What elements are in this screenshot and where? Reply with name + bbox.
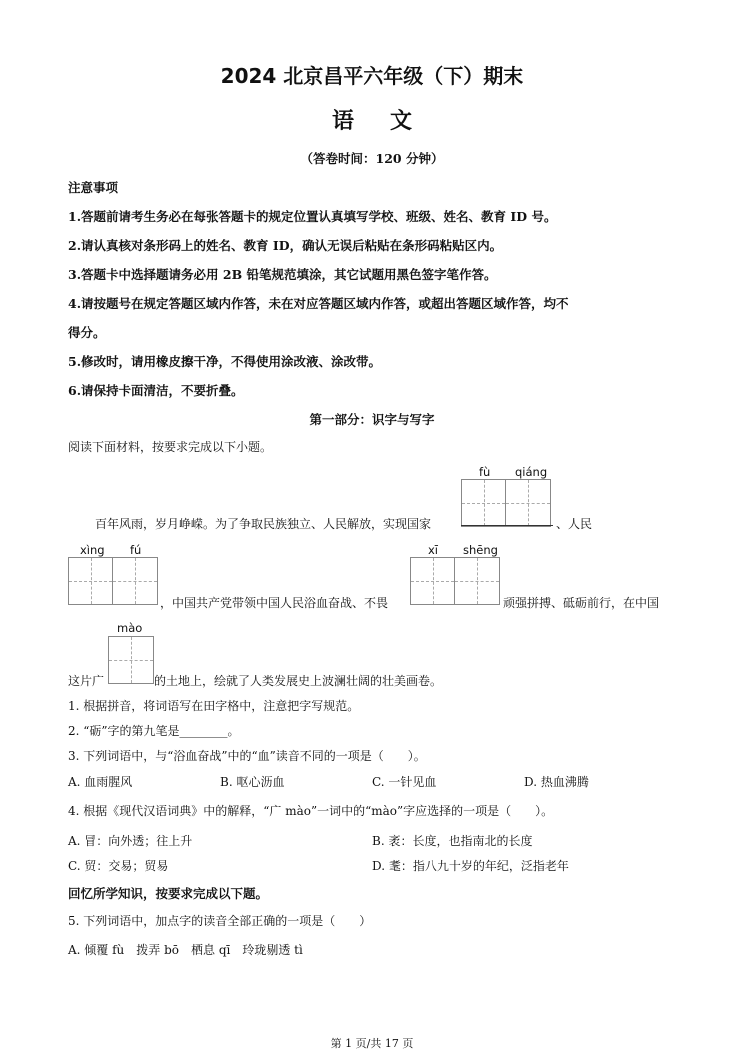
section2-heading: 回忆所学知识，按要求完成以下题。 — [68, 886, 269, 901]
passage-line: 顽强拼搏、砥砺前行，在中国 — [503, 596, 660, 610]
pinyin-xing: xìng — [80, 543, 105, 557]
pinyin-xi: xī — [428, 543, 439, 557]
question-5-stem: 5. 下列词语中，加点字的读音全部正确的一项是（ ） — [68, 914, 372, 928]
subject-title: 语文 — [331, 109, 448, 134]
q5-option-a[interactable]: A. 倾覆 fù 拨弄 bō 栖息 qī 玲珑剔透 tì — [68, 943, 303, 957]
tianzige-answer-2[interactable] — [68, 557, 158, 605]
note-item: 5.修改时，请用橡皮擦干净，不得使用涂改液、涂改带。 — [68, 354, 382, 369]
tianzige-answer-3[interactable] — [410, 557, 500, 605]
question-1: 1. 根据拼音，将词语写在田字格中，注意把字写规范。 — [68, 699, 360, 713]
pinyin-fu2: fú — [130, 543, 142, 557]
question-4-stem: 4. 根据《现代汉语词典》中的解释，“广 mào”一词中的“mào”字应选择的一项是（ ）。 — [68, 804, 554, 818]
passage-line: ，中国共产党带领中国人民浴血奋战、不畏 — [160, 596, 389, 610]
exam-title: 2024 北京昌平六年级（下）期末 — [220, 64, 524, 88]
q3-option-d[interactable]: D. 热血沸腾 — [524, 775, 589, 789]
note-item: 2.请认真核对条形码上的姓名、教育 ID，确认无误后粘贴在条形码粘贴区内。 — [68, 238, 503, 253]
note-item: 1.答题前请考生务必在每张答题卡的规定位置认真填写学校、班级、姓名、教育 ID 号。 — [68, 209, 557, 224]
q4-option-d[interactable]: D. 耄：指八九十岁的年纪，泛指老年 — [372, 859, 569, 873]
pinyin-fu: fù — [479, 465, 491, 479]
page-footer: 第 1 页/共 17 页 — [330, 1037, 414, 1050]
note-item: 3.答题卡中选择题请务必用 2B 铅笔规范填涂，其它试题用黑色签字笔作答。 — [68, 267, 497, 282]
note-item: 6.请保持卡面清洁，不要折叠。 — [68, 383, 244, 398]
question-2: 2. “砺”字的第九笔是________。 — [68, 724, 240, 738]
part1-heading: 第一部分：识字与写字 — [309, 412, 435, 427]
q4-option-b[interactable]: B. 袤：长度，也指南北的长度 — [372, 834, 533, 848]
pinyin-sheng: shēng — [463, 543, 498, 557]
tianzige-answer-1[interactable] — [461, 479, 551, 527]
passage-line: 百年风雨，岁月峥嵘。为了争取民族独立、人民解放，实现国家 — [95, 517, 432, 531]
q4-option-c[interactable]: C. 贸：交易；贸易 — [68, 859, 169, 873]
tianzige-answer-4[interactable] — [108, 636, 154, 684]
note-item: 4.请按题号在规定答题区域内作答，未在对应答题区域内作答，或超出答题区域作答，均不 — [68, 296, 569, 311]
note-item: 得分。 — [68, 325, 106, 340]
passage-line: 、人民 — [556, 517, 593, 531]
pinyin-qiang: qiáng — [515, 465, 548, 479]
pinyin-mao: mào — [117, 621, 143, 635]
passage-line: 的土地上，绘就了人类发展史上波澜壮阔的壮美画卷。 — [154, 674, 443, 688]
part1-intro: 阅读下面材料，按要求完成以下小题。 — [68, 440, 273, 454]
passage-line: 这片广 — [68, 674, 105, 688]
notes-heading: 注意事项 — [68, 180, 119, 195]
underline — [461, 525, 553, 526]
q3-option-c[interactable]: C. 一针见血 — [372, 775, 437, 789]
question-3-stem: 3. 下列词语中，与“浴血奋战”中的“血”读音不同的一项是（ ）。 — [68, 749, 426, 763]
q3-option-a[interactable]: A. 血雨腥风 — [68, 775, 133, 789]
exam-duration: （答卷时间：120 分钟） — [300, 151, 444, 166]
q3-option-b[interactable]: B. 呕心沥血 — [220, 775, 285, 789]
q4-option-a[interactable]: A. 冒：向外透；往上升 — [68, 834, 193, 848]
